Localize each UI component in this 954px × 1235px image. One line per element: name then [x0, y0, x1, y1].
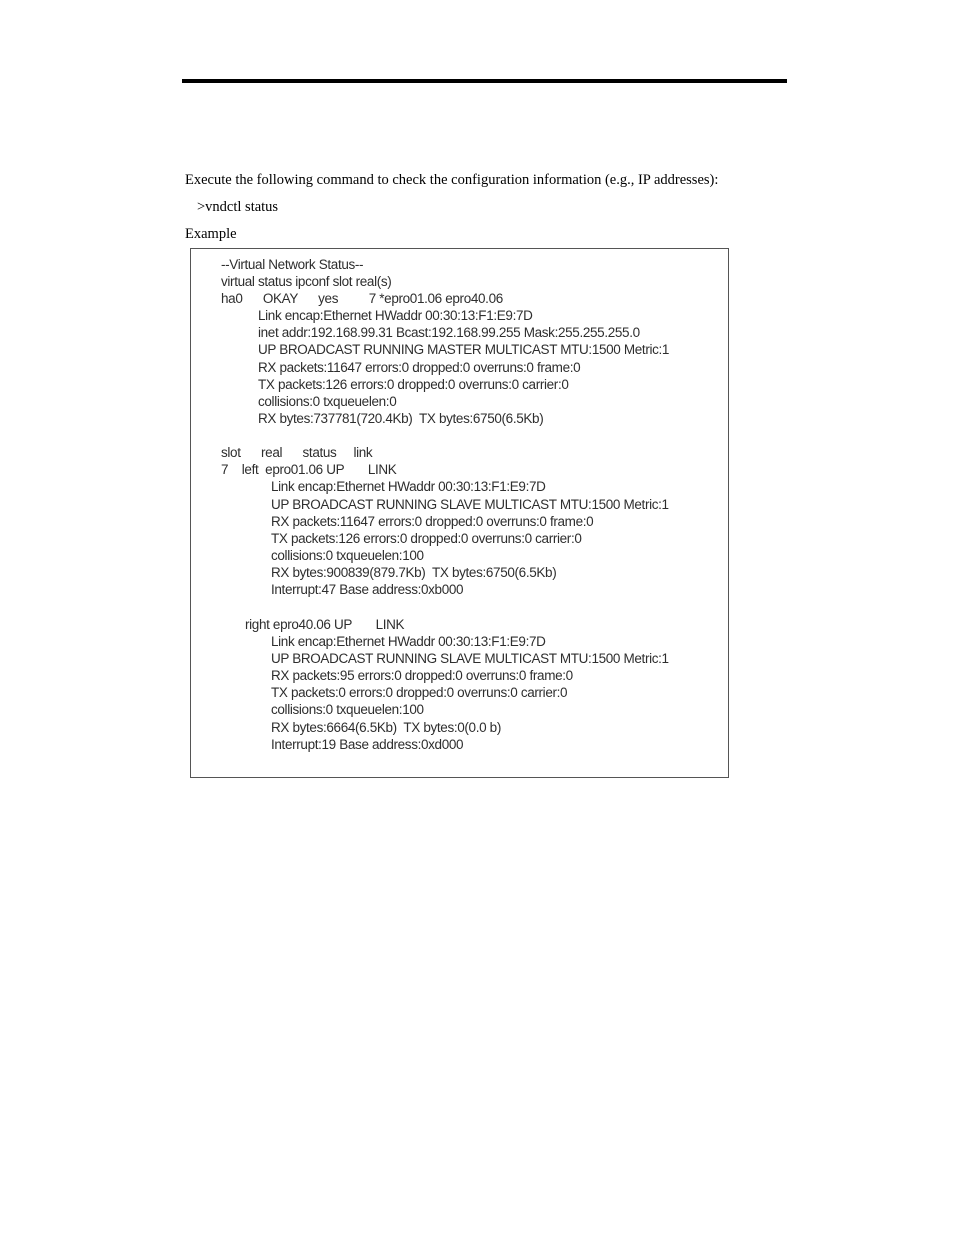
terminal-line: RX bytes:900839(879.7Kb) TX bytes:6750(6.5Kb) [271, 565, 557, 580]
terminal-line: collisions:0 txqueuelen:100 [271, 548, 424, 563]
terminal-line: collisions:0 txqueuelen:100 [271, 702, 424, 717]
terminal-line: UP BROADCAST RUNNING SLAVE MULTICAST MTU:1500 Metric:1 [271, 497, 669, 512]
terminal-line: RX bytes:737781(720.4Kb) TX bytes:6750(6.5Kb) [258, 411, 544, 426]
terminal-output-box [190, 248, 729, 778]
terminal-line: Link encap:Ethernet HWaddr 00:30:13:F1:E9:7D [271, 479, 546, 494]
terminal-line: right epro40.06 UP LINK [245, 617, 405, 632]
terminal-line: RX bytes:6664(6.5Kb) TX bytes:0(0.0 b) [271, 720, 501, 735]
terminal-line: RX packets:95 errors:0 dropped:0 overruns:0 frame:0 [271, 668, 573, 683]
terminal-line: TX packets:126 errors:0 dropped:0 overruns:0 carrier:0 [258, 377, 569, 392]
terminal-line: UP BROADCAST RUNNING SLAVE MULTICAST MTU:1500 Metric:1 [271, 651, 669, 666]
header-rule [182, 79, 787, 83]
terminal-line: TX packets:0 errors:0 dropped:0 overruns:0 carrier:0 [271, 685, 568, 700]
terminal-line: collisions:0 txqueuelen:0 [258, 394, 397, 409]
terminal-line: Link encap:Ethernet HWaddr 00:30:13:F1:E9:7D [258, 308, 533, 323]
terminal-line: Link encap:Ethernet HWaddr 00:30:13:F1:E9:7D [271, 634, 546, 649]
example-label: Example [185, 226, 237, 242]
terminal-line: virtual status ipconf slot real(s) [221, 274, 392, 289]
terminal-line: --Virtual Network Status-- [221, 257, 364, 272]
intro-paragraph: Execute the following command to check the configuration information (e.g., IP addresses): [185, 172, 719, 188]
terminal-line: inet addr:192.168.99.31 Bcast:192.168.99.255 Mask:255.255.255.0 [258, 325, 640, 340]
terminal-line: slot real status link [221, 445, 373, 460]
terminal-line: Interrupt:47 Base address:0xb000 [271, 582, 464, 597]
terminal-line: Interrupt:19 Base address:0xd000 [271, 737, 464, 752]
terminal-line: ha0 OKAY yes 7 *epro01.06 epro40.06 [221, 291, 503, 306]
terminal-line: 7 left epro01.06 UP LINK [221, 462, 397, 477]
command-line: >vndctl status [197, 199, 279, 215]
terminal-line: RX packets:11647 errors:0 dropped:0 overruns:0 frame:0 [258, 360, 581, 375]
terminal-line: RX packets:11647 errors:0 dropped:0 overruns:0 frame:0 [271, 514, 594, 529]
terminal-line: UP BROADCAST RUNNING MASTER MULTICAST MTU:1500 Metric:1 [258, 342, 670, 357]
terminal-line: TX packets:126 errors:0 dropped:0 overruns:0 carrier:0 [271, 531, 582, 546]
